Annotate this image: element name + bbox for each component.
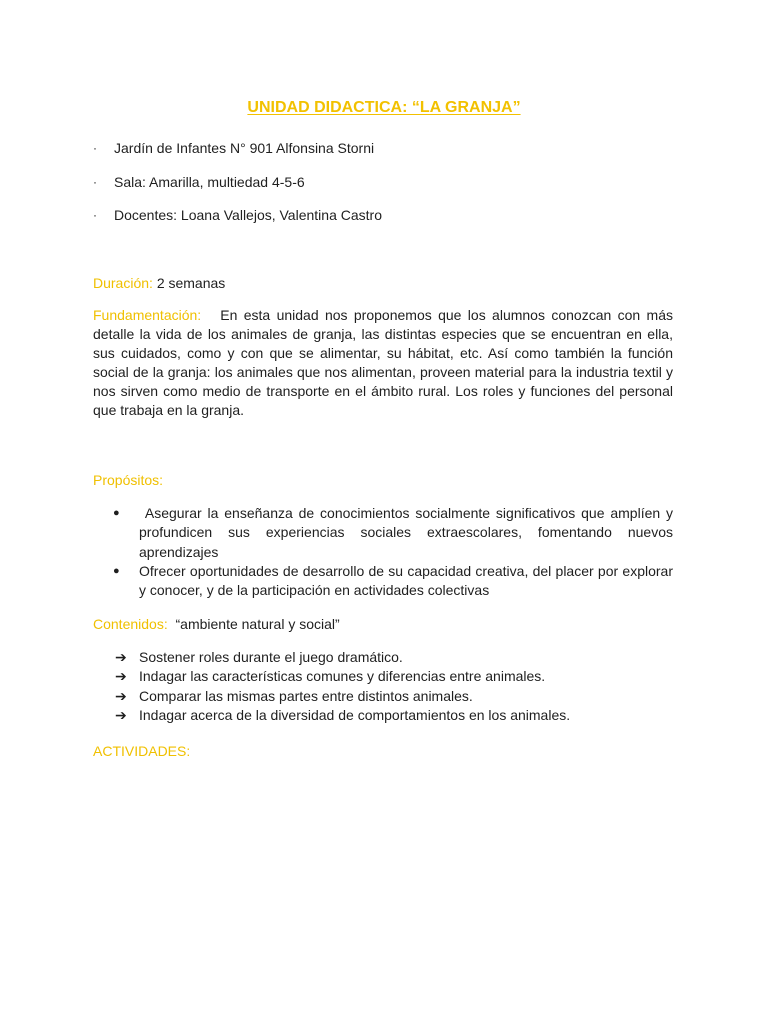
list-item-text: Indagar las características comunes y diferencias entre animales.: [139, 668, 546, 685]
contenidos-label: Contenidos:: [93, 616, 168, 632]
list-item: [93, 648, 570, 667]
arrow-right-icon: ➔: [115, 668, 127, 685]
duracion-line: [93, 273, 225, 293]
propositos-label: Propósitos:: [93, 472, 164, 488]
actividades-heading: [93, 741, 190, 761]
actividades-label: ACTIVIDADES:: [93, 743, 191, 759]
list-item: [93, 504, 673, 562]
bullet-dot: ·: [93, 208, 97, 222]
list-item: [93, 562, 673, 601]
propositos-list: [93, 504, 673, 600]
contenidos-line: [93, 614, 340, 634]
contenidos-list: [93, 648, 570, 726]
list-item-text: Comparar las mismas partes entre distintos animales.: [139, 687, 473, 704]
list-item-text: Indagar acerca de la diversidad de comportamientos en los animales.: [139, 707, 571, 724]
info-item-text: Jardín de Infantes N° 901 Alfonsina Storni: [114, 140, 375, 156]
bullet-dot: ·: [93, 141, 97, 155]
bullet-dot: ·: [93, 175, 97, 189]
list-item-text: Sostener roles durante el juego dramático.: [139, 649, 403, 665]
fundamentacion-label: Fundamentación:: [93, 307, 202, 323]
list-item-text: Asegurar la enseñanza de conocimientos socialmente significativos que amplíen y profundicen sus experiencias sociales extraescolares, fomentando nuevos aprendizajes: [139, 505, 674, 560]
arrow-right-icon: ➔: [115, 687, 127, 704]
propositos-heading: [93, 470, 163, 490]
list-item: [93, 706, 570, 725]
list-item: [93, 687, 570, 706]
bullet-icon: ●: [113, 507, 120, 519]
arrow-right-icon: ➔: [115, 707, 127, 724]
duracion-value: 2 semanas: [156, 275, 226, 291]
info-item-text: Docentes: Loana Vallejos, Valentina Castro: [114, 207, 382, 223]
fundamentacion-text: En esta unidad nos proponemos que los alumnos conozcan con más detalle la vida de los animales de granja, las distintas especies que se encuentran en ella, sus cuidados, como y con que se alimentar, su hábitat, etc. Así como también la función social de la granja: los animales que nos alimentan, proveen material para la industria textil y nos sirven como medio de transporte en el ámbito rural. Los roles y funciones del personal que trabaja en la granja.: [93, 307, 673, 418]
duracion-label: Duración:: [93, 275, 153, 291]
list-item: [93, 667, 570, 686]
document-title: UNIDAD DIDACTICA: “LA GRANJA”: [247, 99, 521, 116]
info-item-text: Sala: Amarilla, multiedad 4-5-6: [114, 174, 305, 190]
fundamentacion-paragraph: [93, 306, 673, 420]
bullet-icon: ●: [113, 564, 120, 577]
arrow-right-icon: ➔: [115, 649, 127, 665]
contenidos-value: “ambiente natural y social”: [175, 616, 340, 632]
list-item-text: Ofrecer oportunidades de desarrollo de su capacidad creativa, del placer por explorar y conocer, y de la participación en actividades colectivas: [139, 562, 673, 599]
